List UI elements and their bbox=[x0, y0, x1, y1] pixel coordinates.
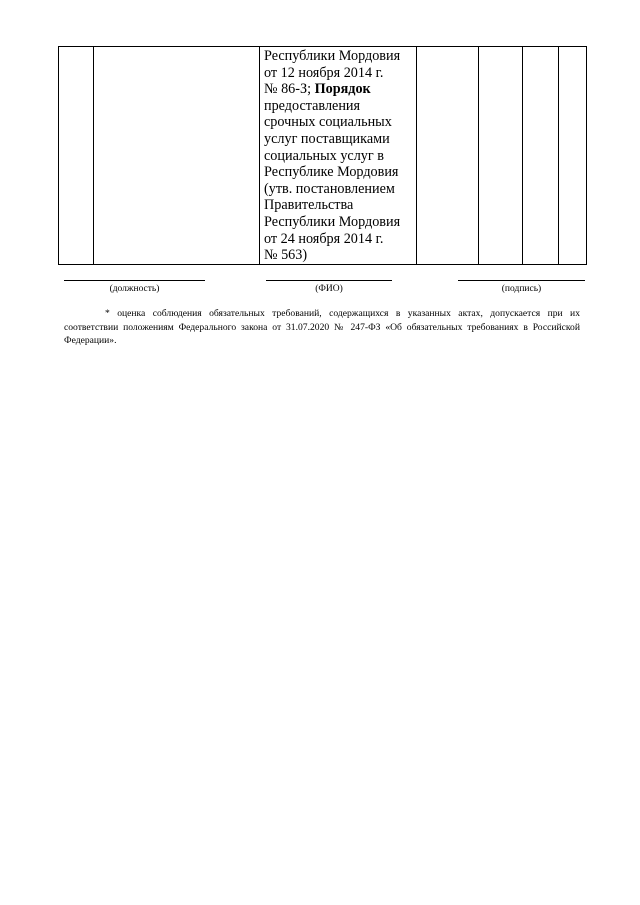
cell-number bbox=[59, 47, 94, 265]
checklist-table-fragment bbox=[58, 46, 587, 265]
position-label: (должность) bbox=[109, 284, 160, 294]
req-line: Республике Мордовия bbox=[264, 164, 399, 181]
signature-label: (подпись) bbox=[501, 284, 542, 294]
cell-answer-no bbox=[479, 47, 523, 265]
req-line: от 24 ноября 2014 г. bbox=[264, 230, 384, 247]
cell-answer-na bbox=[523, 47, 559, 265]
cell-question bbox=[94, 47, 260, 265]
req-line-part: № 86-З; bbox=[264, 81, 315, 98]
name-signature-line bbox=[266, 280, 392, 281]
req-line: Правительства bbox=[264, 197, 354, 214]
cell-note bbox=[559, 47, 587, 265]
req-line: Республики Мордовия bbox=[264, 48, 401, 64]
name-label: (ФИО) bbox=[315, 284, 343, 294]
req-line: от 12 ноября 2014 г. bbox=[264, 64, 384, 81]
position-signature-line bbox=[64, 280, 205, 281]
footnote: * оценка соблюдения обязательных требований, содержащихся в указанных актах, допускается при их соответствии положениям Федерального закона от 31.07.2020 № 247-ФЗ «Об обязательных требованиях в Российской Федерации». bbox=[64, 308, 580, 346]
signature-line bbox=[458, 280, 585, 281]
req-line: № 563) bbox=[264, 247, 308, 264]
bold-word-poryadok: Порядок bbox=[314, 81, 371, 98]
cell-answer-yes bbox=[417, 47, 479, 265]
req-line: предоставления bbox=[264, 97, 361, 114]
cell-requirement-acts bbox=[260, 47, 417, 265]
table-row bbox=[59, 47, 587, 265]
req-line: (утв. постановлением bbox=[264, 180, 395, 197]
req-line: Республики Мордовия bbox=[264, 213, 401, 230]
req-line-with-bold bbox=[264, 81, 414, 98]
req-line: социальных услуг в bbox=[264, 147, 384, 164]
requirement-acts-text bbox=[260, 47, 416, 264]
req-line: срочных социальных bbox=[264, 114, 392, 131]
req-line: услуг поставщиками bbox=[264, 130, 390, 147]
